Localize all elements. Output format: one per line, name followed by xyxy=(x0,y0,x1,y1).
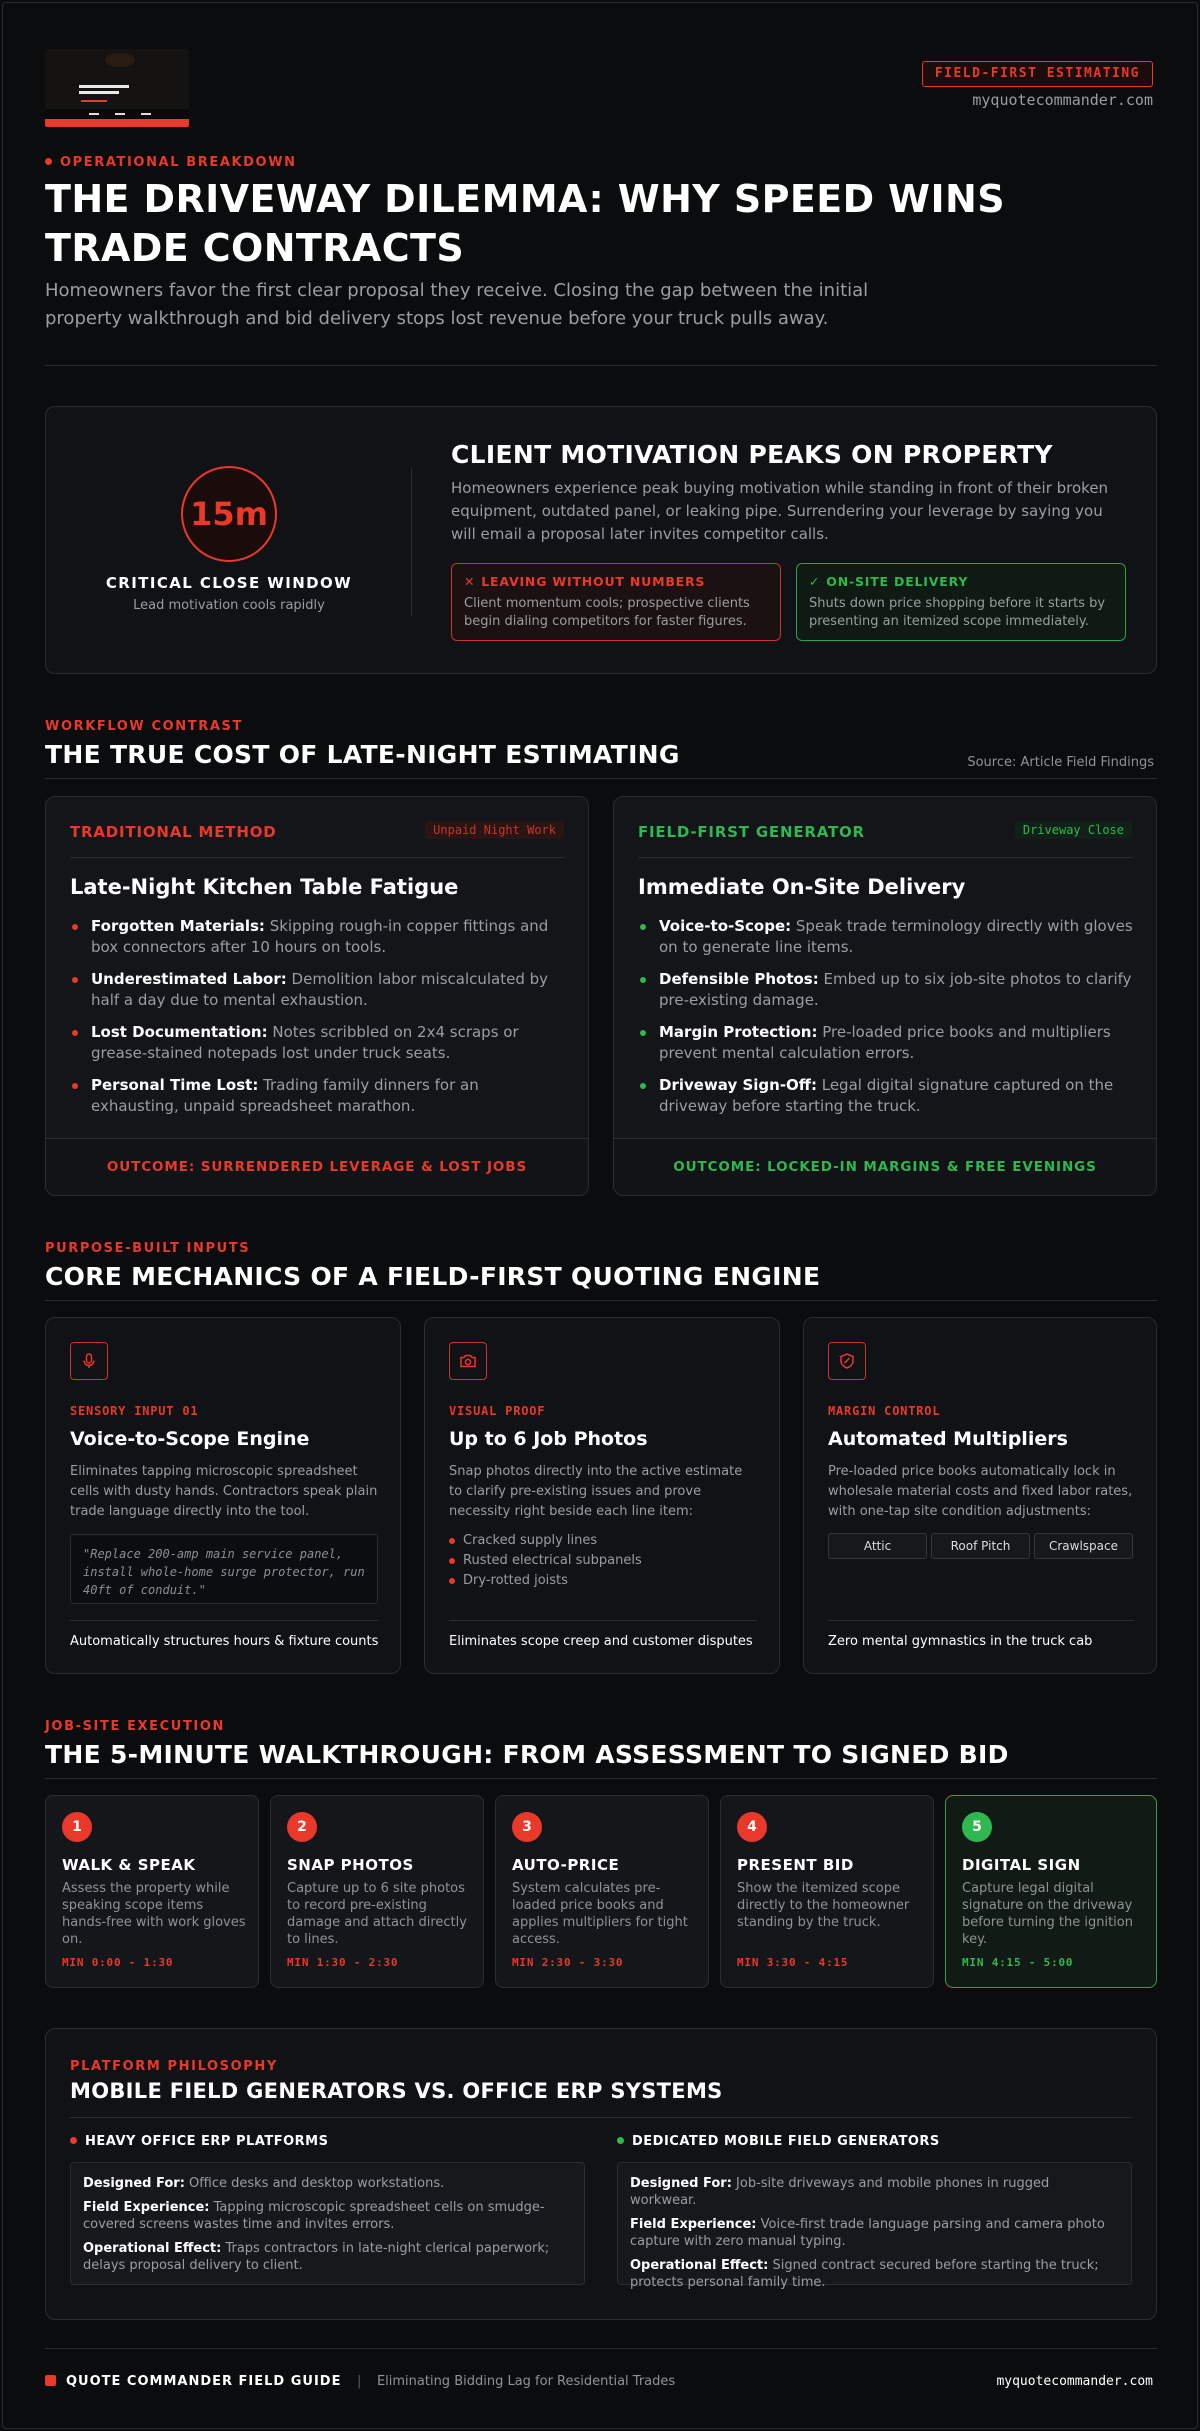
card-kicker: SENSORY INPUT 01 xyxy=(70,1404,199,1418)
divider xyxy=(45,1300,1157,1301)
mechanic-card-multipliers xyxy=(803,1317,1157,1674)
card-body: Pre-loaded price books automatically lock in wholesale material costs and fixed labor rates, with one-tap site condition adjustments: xyxy=(828,1464,1133,1519)
footer-brand: QUOTE COMMANDER FIELD GUIDE | Eliminating Bidding Lag for Residential Trades xyxy=(45,2374,675,2389)
traditional-label: TRADITIONAL METHOD xyxy=(70,823,277,841)
step-time: MIN 0:00 - 1:30 xyxy=(62,1956,174,1969)
red-dot-icon xyxy=(70,2137,77,2144)
outcome-bar xyxy=(46,1138,588,1195)
stat-sub: Lead motivation cools rapidly xyxy=(133,598,325,613)
mobile-row: Operational Effect: Signed contract secured before starting the truck; protects personal family time. xyxy=(630,2258,1099,2290)
workflow-title: THE TRUE COST OF LATE-NIGHT ESTIMATING xyxy=(45,740,680,769)
step-number: 1 xyxy=(62,1812,92,1842)
card-footer: Automatically structures hours & fixture counts xyxy=(70,1634,379,1649)
card-body: Snap photos directly into the active estimate to clarify pre-existing issues and prove necessity right beside each line item: xyxy=(449,1464,743,1519)
photo-list xyxy=(449,1531,759,1591)
field-label: FIELD-FIRST GENERATOR xyxy=(638,823,865,841)
step-card xyxy=(270,1795,484,1988)
office-heading: HEAVY OFFICE ERP PLATFORMS xyxy=(70,2134,328,2149)
step-time: MIN 4:15 - 5:00 xyxy=(962,1956,1074,1969)
voice-quote: "Replace 200-amp main service panel, install whole-home surge protector, run 40ft of conduit." xyxy=(70,1534,378,1604)
stat-label: CRITICAL CLOSE WINDOW xyxy=(105,574,353,592)
card-divider xyxy=(411,468,412,616)
card-title: Voice-to-Scope Engine xyxy=(70,1428,310,1450)
list-item: Lost Documentation: Notes scribbled on 2x4 scraps or grease-stained notepads lost under truck seats. xyxy=(70,1022,570,1064)
stat-ring: 15m xyxy=(181,466,277,562)
card-divider xyxy=(70,857,564,858)
section-kicker: OPERATIONAL BREAKDOWN xyxy=(45,155,297,170)
step-desc: Capture up to 6 site photos to record pre-existing damage and attach directly to lines. xyxy=(287,1881,467,1947)
step-card-final xyxy=(945,1795,1157,1988)
walkthrough-title: THE 5-MINUTE WALKTHROUGH: FROM ASSESSMENT TO SIGNED BID xyxy=(45,1740,1009,1769)
step-number: 5 xyxy=(962,1812,992,1842)
step-number: 3 xyxy=(512,1812,542,1842)
step-title: AUTO-PRICE xyxy=(512,1856,620,1874)
list-item: Voice-to-Scope: Speak trade terminology directly with gloves on to generate line items. xyxy=(638,916,1138,958)
step-time: MIN 1:30 - 2:30 xyxy=(287,1956,399,1969)
step-desc: Capture legal digital signature on the driveway before turning the ignition key. xyxy=(962,1881,1133,1947)
philosophy-kicker: PLATFORM PHILOSOPHY xyxy=(70,2059,278,2074)
motivation-body: Homeowners experience peak buying motivation while standing in front of their broken equipment, outdated panel, or leaking pipe. Surrendering your leverage by saying you will email a proposal later invites competitor calls. xyxy=(451,479,1109,543)
card-footer: Zero mental gymnastics in the truck cab xyxy=(828,1634,1093,1649)
workflow-kicker: WORKFLOW CONTRAST xyxy=(45,719,243,734)
traditional-outcome: OUTCOME: SURRENDERED LEVERAGE & LOST JOBS xyxy=(106,1159,528,1175)
field-first-tag: FIELD-FIRST ESTIMATING xyxy=(922,61,1153,87)
microphone-icon xyxy=(70,1342,108,1380)
motivation-title: CLIENT MOTIVATION PEAKS ON PROPERTY xyxy=(451,440,1053,469)
on-site-delivery-box xyxy=(796,563,1126,641)
step-title: PRESENT BID xyxy=(737,1856,854,1874)
card-divider xyxy=(828,1620,1134,1621)
list-item: Underestimated Labor: Demolition labor miscalculated by half a day due to mental exhaustion. xyxy=(70,969,570,1011)
chip-attic[interactable]: Attic xyxy=(828,1533,927,1559)
mobile-row: Field Experience: Voice-first trade language parsing and camera photo capture with zero manual typing. xyxy=(630,2217,1105,2249)
mobile-row: Designed For: Job-site driveways and mobile phones in rugged workwear. xyxy=(630,2176,1050,2208)
green-dot-icon xyxy=(617,2137,624,2144)
list-item: Driveway Sign-Off: Legal digital signature captured on the driveway before starting the truck. xyxy=(638,1075,1138,1117)
mechanic-card-photos xyxy=(424,1317,780,1674)
leaving-body: Client momentum cools; prospective clients begin dialing competitors for faster figures. xyxy=(464,596,750,629)
source-note: Source: Article Field Findings xyxy=(967,755,1154,770)
traditional-list xyxy=(70,916,570,1128)
field-outcome: OUTCOME: LOCKED-IN MARGINS & FREE EVENINGS xyxy=(673,1159,1097,1175)
list-item: Dry-rotted joists xyxy=(449,1571,759,1591)
close-icon: ✕ xyxy=(464,574,476,589)
mobile-heading: DEDICATED MOBILE FIELD GENERATORS xyxy=(617,2134,940,2149)
divider xyxy=(45,365,1157,366)
list-item: Forgotten Materials: Skipping rough-in copper fittings and box connectors after 10 hours on tools. xyxy=(70,916,570,958)
step-title: WALK & SPEAK xyxy=(62,1856,196,1874)
site-url[interactable]: myquotecommander.com xyxy=(972,91,1153,109)
step-number: 4 xyxy=(737,1812,767,1842)
footer-site-url[interactable]: myquotecommander.com xyxy=(996,2374,1153,2389)
mechanic-card-voice xyxy=(45,1317,401,1674)
step-desc: Show the itemized scope directly to the homeowner standing by the truck. xyxy=(737,1881,910,1930)
step-title: SNAP PHOTOS xyxy=(287,1856,414,1874)
office-row: Operational Effect: Traps contractors in late-night clerical paperwork; delays proposal delivery to client. xyxy=(83,2241,550,2273)
card-divider xyxy=(70,2117,1132,2118)
step-time: MIN 3:30 - 4:15 xyxy=(737,1956,849,1969)
step-card xyxy=(495,1795,709,1988)
page xyxy=(2,2,1198,2429)
chip-crawlspace[interactable]: Crawlspace xyxy=(1034,1533,1133,1559)
leaving-without-numbers-box xyxy=(451,563,781,641)
mechanics-kicker: PURPOSE-BUILT INPUTS xyxy=(45,1241,251,1256)
step-time: MIN 2:30 - 3:30 xyxy=(512,1956,624,1969)
card-footer: Eliminates scope creep and customer disputes xyxy=(449,1634,753,1649)
camera-icon xyxy=(449,1342,487,1380)
card-divider xyxy=(638,857,1132,858)
step-desc: System calculates pre-loaded price books and applies multipliers for tight access. xyxy=(512,1881,688,1947)
divider xyxy=(45,778,1157,779)
card-body: Eliminates tapping microscopic spreadsheet cells with dusty hands. Contractors speak plain trade language directly into the tool. xyxy=(70,1464,378,1519)
field-first-card xyxy=(613,796,1157,1196)
list-item: Rusted electrical subpanels xyxy=(449,1551,759,1571)
card-title: Up to 6 Job Photos xyxy=(449,1428,648,1450)
page-lede: Homeowners favor the first clear proposal they receive. Closing the gap between the initial property walkthrough and bid delivery stops lost revenue before your truck pulls away. xyxy=(45,280,869,329)
philosophy-card xyxy=(45,2028,1157,2320)
traditional-title: Late-Night Kitchen Table Fatigue xyxy=(70,875,459,899)
philosophy-title: MOBILE FIELD GENERATORS VS. OFFICE ERP SYSTEMS xyxy=(70,2079,723,2103)
traditional-pill: Unpaid Night Work xyxy=(425,821,564,839)
card-kicker: VISUAL PROOF xyxy=(449,1404,546,1418)
step-card xyxy=(720,1795,934,1988)
step-number: 2 xyxy=(287,1812,317,1842)
check-icon: ✓ xyxy=(809,574,821,589)
footer-divider xyxy=(45,2348,1157,2349)
outcome-bar xyxy=(614,1138,1156,1195)
field-title: Immediate On-Site Delivery xyxy=(638,875,966,899)
mechanics-title: CORE MECHANICS OF A FIELD-FIRST QUOTING ENGINE xyxy=(45,1262,821,1291)
brand-square-icon xyxy=(45,2375,56,2386)
on-site-title: ✓ ON-SITE DELIVERY xyxy=(809,574,969,589)
hero-thumbnail xyxy=(45,49,189,127)
list-item: Personal Time Lost: Trading family dinners for an exhausting, unpaid spreadsheet marathon. xyxy=(70,1075,570,1117)
list-item: Cracked supply lines xyxy=(449,1531,759,1551)
mobile-box xyxy=(617,2162,1132,2290)
footer-subtitle: Eliminating Bidding Lag for Residential Trades xyxy=(376,2374,676,2389)
card-kicker: MARGIN CONTROL xyxy=(828,1404,941,1418)
card-divider xyxy=(70,1620,378,1621)
shield-percent-icon xyxy=(828,1342,866,1380)
chip-roof-pitch[interactable]: Roof Pitch xyxy=(931,1533,1030,1559)
card-title: Automated Multipliers xyxy=(828,1428,1068,1450)
office-row: Field Experience: Tapping microscopic spreadsheet cells on smudge-covered screens wastes time and invites errors. xyxy=(83,2200,545,2232)
list-item: Defensible Photos: Embed up to six job-site photos to clarify pre-existing damage. xyxy=(638,969,1138,1011)
list-item: Margin Protection: Pre-loaded price books and multipliers prevent mental calculation errors. xyxy=(638,1022,1138,1064)
on-site-body: Shuts down price shopping before it starts by presenting an itemized scope immediately. xyxy=(809,596,1106,629)
divider xyxy=(45,1778,1157,1779)
office-row: Designed For: Office desks and desktop workstations. xyxy=(83,2176,445,2191)
walkthrough-kicker: JOB-SITE EXECUTION xyxy=(45,1719,225,1734)
leaving-title: ✕ LEAVING WITHOUT NUMBERS xyxy=(464,574,706,589)
page-title: THE DRIVEWAY DILEMMA: WHY SPEED WINS TRADE CONTRACTS xyxy=(45,177,1005,270)
step-title: DIGITAL SIGN xyxy=(962,1856,1081,1874)
traditional-card xyxy=(45,796,589,1196)
card-divider xyxy=(449,1620,757,1621)
field-list xyxy=(638,916,1138,1128)
field-pill: Driveway Close xyxy=(1015,821,1132,839)
step-card xyxy=(45,1795,259,1988)
office-box xyxy=(70,2162,585,2285)
step-desc: Assess the property while speaking scope items hands-free with work gloves on. xyxy=(62,1881,246,1947)
